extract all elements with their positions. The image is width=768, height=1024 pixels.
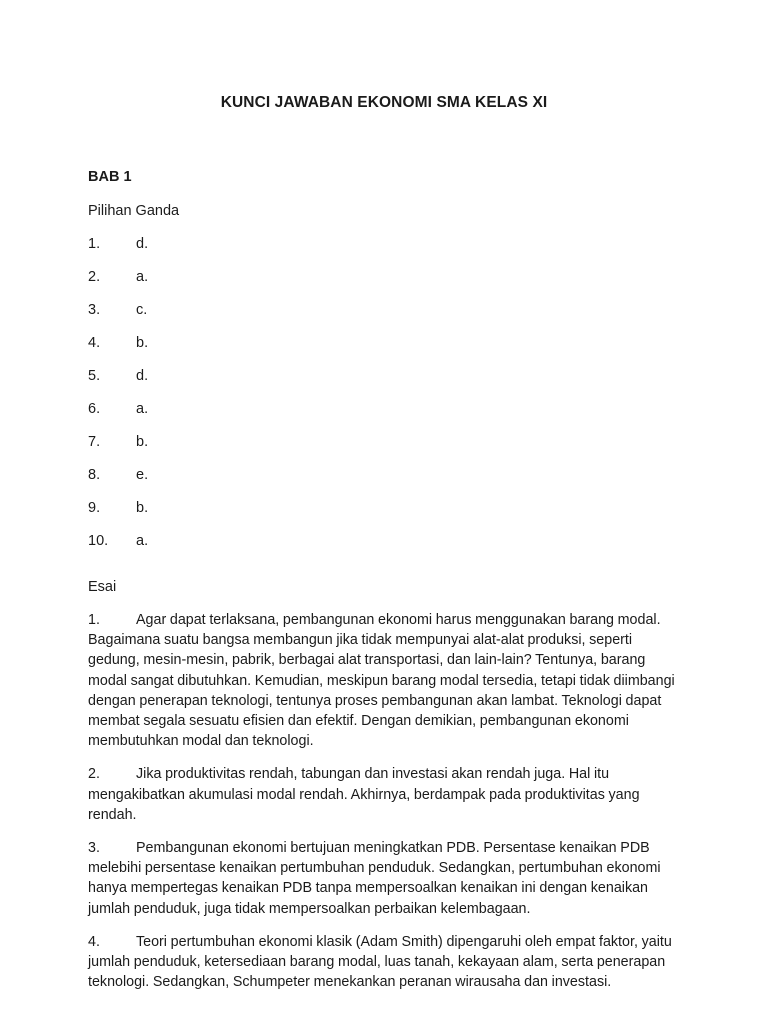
list-item (88, 300, 680, 333)
essay-number: 3. (88, 840, 100, 857)
list-item (88, 366, 680, 399)
answer-letter: b. (136, 500, 149, 516)
answer-letter: d. (136, 368, 149, 384)
essay-number: 4. (88, 933, 100, 950)
list-item (88, 333, 680, 366)
essay-paragraph (88, 597, 680, 751)
question-number: 4. (88, 335, 101, 351)
list-item (88, 267, 680, 300)
essay-list (88, 597, 680, 992)
essay-heading: Esai (88, 579, 117, 595)
answer-letter: a. (136, 401, 149, 417)
essay-paragraph (88, 751, 680, 825)
essay-text: Pembangunan ekonomi bertujuan meningkatkan PDB. Persentase kenaikan PDB melebihi persentase kenaikan pertumbuhan penduduk. Sedangkan, pertumbuhan ekonomi hanya mempertegas kenaikan PDB tanpa mempersoalkan kenaikan ini dengan kenaikan jumlah penduduk, juga tidak mempersoalkan perbaikan kelembagaan. (88, 840, 661, 917)
essay-paragraph (88, 919, 680, 993)
question-number: 5. (88, 368, 101, 384)
essay-text: Agar dapat terlaksana, pembangunan ekonomi harus menggunakan barang modal. Bagaimana suatu bangsa membangun jika tidak mempunyai alat-alat produksi, seperti gedung, mesin-mesin, pabrik, berbagai alat transportasi, dan lain-lain? Tentunya, barang modal sangat dibutuhkan. Kemudian, meskipun barang modal tersedia, tetapi tidak diimbangi dengan penerapan teknologi, tentunya proses pembangunan akan lambat. Teknologi dapat membat segala sesuatu efisien dan efektif. Dengan demikian, pembangunan ekonomi membutuhkan modal dan teknologi. (88, 612, 675, 750)
essay-paragraph (88, 825, 680, 919)
essay-number: 1. (88, 612, 100, 628)
page-title: KUNCI JAWABAN EKONOMI SMA KELAS XI (220, 94, 548, 111)
essay-text: Jika produktivitas rendah, tabungan dan investasi akan rendah juga. Hal itu mengakibatkan akumulasi modal rendah. Akhirnya, berdampak pada produktivitas yang rendah. (88, 766, 640, 823)
answer-letter: b. (136, 335, 149, 351)
answer-letter: a. (136, 533, 149, 549)
essay-number: 2. (88, 766, 100, 783)
answer-letter: a. (136, 269, 149, 285)
answer-letter: e. (136, 467, 149, 483)
question-number: 1. (88, 236, 101, 252)
question-number: 6. (88, 401, 101, 417)
question-number: 10. (88, 533, 109, 549)
document-content (88, 0, 680, 992)
chapter-heading: BAB 1 (88, 169, 132, 185)
list-item (88, 399, 680, 432)
question-number: 3. (88, 302, 101, 318)
list-item (88, 432, 680, 465)
list-item (88, 465, 680, 498)
question-number: 7. (88, 434, 101, 450)
multiple-choice-heading: Pilihan Ganda (88, 203, 180, 219)
multiple-choice-list (88, 221, 680, 564)
question-number: 9. (88, 500, 101, 516)
essay-text: Teori pertumbuhan ekonomi klasik (Adam Smith) dipengaruhi oleh empat faktor, yaitu jumlah penduduk, ketersediaan barang modal, luas tanah, kekayaan alam, serta penerapan teknologi. Sedangkan, Schumpeter menekankan peranan wirausaha dan investasi. (88, 933, 672, 991)
list-item (88, 531, 680, 564)
question-number: 2. (88, 269, 101, 285)
answer-letter: c. (136, 302, 148, 318)
list-item (88, 234, 680, 267)
answer-letter: b. (136, 434, 149, 450)
answer-letter: d. (136, 236, 149, 252)
question-number: 8. (88, 467, 101, 483)
list-item (88, 498, 680, 531)
